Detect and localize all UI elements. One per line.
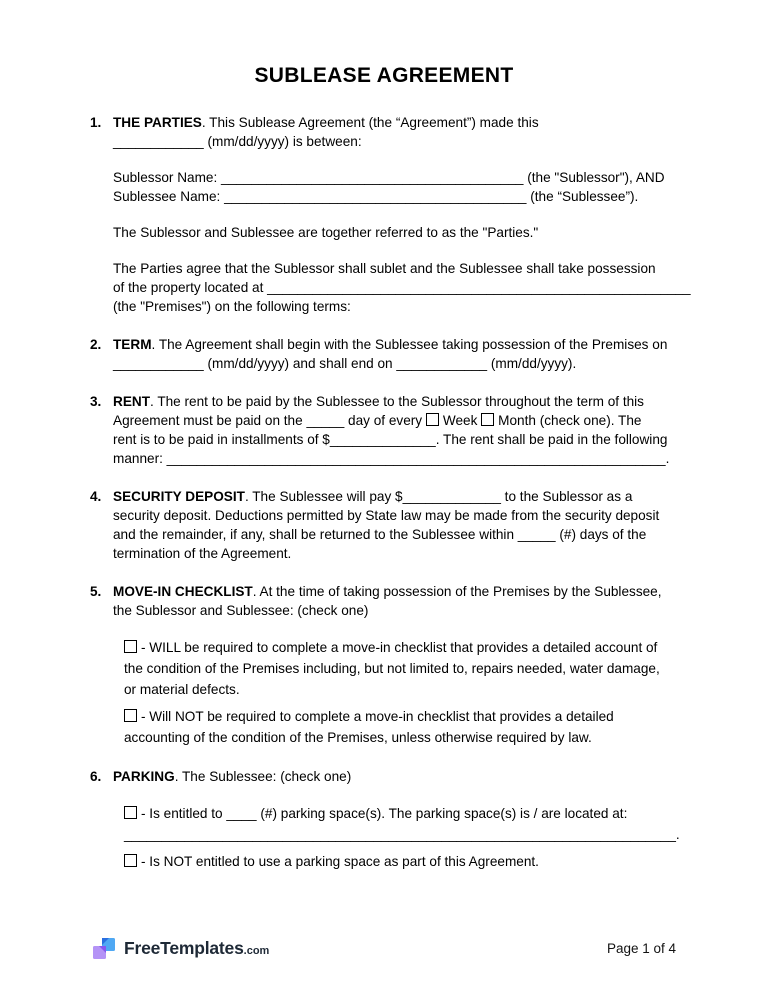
text-line — [113, 335, 688, 354]
section-content — [113, 487, 688, 563]
agreement-section — [90, 113, 691, 316]
text-line — [113, 487, 688, 506]
paragraph — [113, 335, 688, 373]
section-number: 2. — [90, 337, 102, 352]
section-heading: PARKING — [113, 769, 175, 784]
text-line — [113, 544, 688, 563]
checkbox-icon[interactable] — [124, 709, 137, 722]
text-run: ____________ (mm/dd/yyyy) and shall end on ____________ (mm/dd/yyyy). — [113, 356, 577, 371]
paragraph — [113, 487, 688, 563]
paragraph — [113, 392, 688, 468]
text-run: . The Sublessee: (check one) — [174, 769, 352, 784]
text-run: . This Sublease Agreement (the “Agreement”) made this — [201, 115, 539, 130]
checkbox-icon[interactable] — [426, 413, 439, 426]
section-content — [113, 113, 691, 316]
agreement-section — [90, 582, 688, 748]
agreement-section — [90, 487, 688, 563]
checkbox-icon[interactable] — [481, 413, 494, 426]
text-line — [113, 601, 688, 620]
checkbox-option — [124, 637, 688, 700]
agreement-section — [90, 392, 688, 468]
text-line — [113, 506, 688, 525]
text-line — [113, 259, 688, 278]
text-run: . The Agreement shall begin with the Sublessee taking possession of the Premises on — [151, 337, 668, 352]
text-run: - Is entitled to ____ (#) parking space(s). The parking space(s) is / are located at: — [141, 806, 628, 821]
text-run: ____________ (mm/dd/yyyy) is between: — [113, 134, 362, 149]
text-run: termination of the Agreement. — [113, 546, 292, 561]
text-line — [124, 706, 688, 727]
section-number: 6. — [90, 769, 102, 784]
text-run: . The Sublessee will pay $_____________ to the Sublessor as a — [244, 489, 633, 504]
text-run: . At the time of taking possession of the Premises by the Sublessee, — [252, 584, 662, 599]
text-line — [113, 449, 688, 468]
text-line — [113, 132, 688, 151]
text-run: Sublessor Name: ________________________________________ (the "Sublessor"), AND — [113, 170, 665, 185]
text-line — [113, 525, 688, 544]
text-run: The Sublessor and Sublessee are together referred to as the "Parties." — [113, 225, 539, 240]
checkbox-icon[interactable] — [124, 854, 137, 867]
text-line — [124, 727, 688, 748]
text-line — [113, 278, 691, 297]
checkbox-option — [124, 706, 688, 748]
section-number: 1. — [90, 115, 102, 130]
page-number-label: Page 1 of 4 — [606, 940, 676, 956]
brand-name: FreeTemplates — [124, 937, 244, 958]
text-line — [113, 168, 688, 187]
text-run: - WILL be required to complete a move-in checklist that provides a detailed account of — [141, 640, 658, 655]
text-run: or material defects. — [124, 682, 240, 697]
checkbox-option — [124, 803, 688, 845]
text-run: and the remainder, if any, shall be returned to the Sublessee within _____ (#) days of the — [113, 527, 647, 542]
text-line — [113, 187, 688, 206]
text-run: _________________________________________________________________________. — [124, 827, 680, 842]
section-heading: THE PARTIES — [113, 115, 202, 130]
text-line — [124, 679, 688, 700]
brand-logo — [92, 936, 269, 960]
text-line — [113, 430, 688, 449]
section-content — [113, 767, 688, 872]
section-content — [113, 392, 688, 468]
text-run: security deposit. Deductions permitted by State law may be made from the security deposit — [113, 508, 660, 523]
text-line — [113, 582, 688, 601]
text-line — [113, 767, 688, 786]
text-run: Agreement must be paid on the _____ day of every — [113, 413, 426, 428]
paragraph — [113, 168, 688, 206]
paragraph — [113, 582, 688, 620]
text-run: accounting of the condition of the Premises, unless otherwise required by law. — [124, 730, 592, 745]
paragraph — [113, 259, 691, 316]
text-run: rent is to be paid in installments of $______________. The rent shall be paid in the following — [113, 432, 668, 447]
section-content — [113, 335, 688, 373]
text-line — [124, 803, 688, 824]
text-run: The Parties agree that the Sublessor shall sublet and the Sublessee shall take possession — [113, 261, 656, 276]
text-line — [113, 297, 688, 316]
section-number: 4. — [90, 489, 102, 504]
text-run: the Sublessor and Sublessee: (check one) — [113, 603, 369, 618]
section-content — [113, 582, 688, 748]
footer — [92, 936, 676, 960]
checkbox-option — [124, 851, 688, 872]
paragraph — [113, 113, 688, 151]
brand-suffix: .com — [243, 944, 270, 957]
section-heading: MOVE-IN CHECKLIST — [113, 584, 253, 599]
document-title: SUBLEASE AGREEMENT — [254, 64, 514, 87]
text-run: (the "Premises") on the following terms: — [113, 299, 351, 314]
freetemplates-logo-icon — [92, 936, 116, 960]
text-line — [113, 411, 688, 430]
section-heading: RENT — [113, 394, 151, 409]
text-run: Month (check one). The — [498, 413, 642, 428]
checkbox-icon[interactable] — [124, 640, 137, 653]
text-run: the condition of the Premises including, but not limited to, repairs needed, water damage, — [124, 661, 660, 676]
agreement-section — [90, 767, 688, 872]
section-number: 5. — [90, 584, 102, 599]
paragraph — [113, 767, 688, 786]
section-heading: TERM — [113, 337, 152, 352]
text-run: manner: __________________________________________________________________. — [113, 451, 670, 466]
document-body — [90, 113, 691, 891]
section-number: 3. — [90, 394, 102, 409]
text-line — [124, 824, 688, 845]
paragraph — [113, 223, 688, 242]
text-run: - Is NOT entitled to use a parking space as part of this Agreement. — [141, 854, 539, 869]
agreement-section — [90, 335, 688, 373]
text-run: - Will NOT be required to complete a move-in checklist that provides a detailed — [141, 709, 614, 724]
text-run: Sublessee Name: ________________________________________ (the “Sublessee”). — [113, 189, 639, 204]
text-line — [113, 354, 688, 373]
text-line — [113, 113, 688, 132]
text-run: of the property located at ________________________________________________________ — [113, 280, 691, 295]
text-line — [124, 637, 688, 658]
text-line — [124, 658, 688, 679]
text-line — [113, 223, 688, 242]
checkbox-icon[interactable] — [124, 806, 137, 819]
text-line — [113, 392, 688, 411]
text-run: Week — [442, 413, 482, 428]
text-run: . The rent to be paid by the Sublessee to the Sublessor throughout the term of this — [150, 394, 644, 409]
text-line — [124, 851, 688, 872]
section-heading: SECURITY DEPOSIT — [113, 489, 245, 504]
